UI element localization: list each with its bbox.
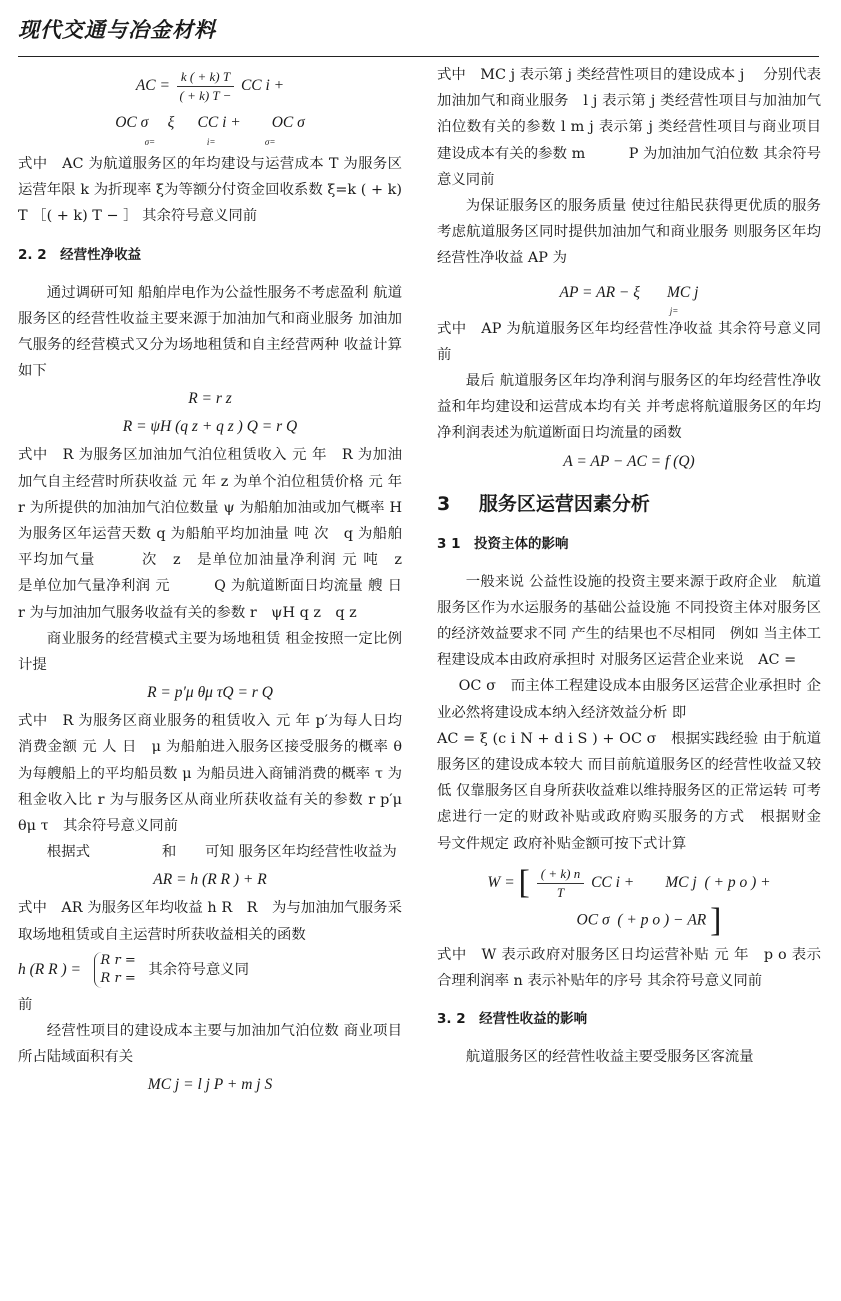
equation-ac-line2 — [18, 113, 402, 133]
eq-w-num: ( + k) n — [537, 865, 584, 884]
eq-ac-frac-num: k ( + k) T — [177, 68, 234, 87]
section-2-2-heading: 2. 2 经营性净收益 — [18, 246, 142, 263]
piecewise-function — [18, 952, 402, 988]
paragraph-w-definitions: 式中 W 表示政府对服务区日均运营补贴 元 年 p o 表示合理利润率 n 表示补贴年的序号 其余符号意义同前 — [437, 946, 821, 990]
section-3-number: 3 — [437, 492, 451, 515]
equation-ap-subs — [437, 306, 821, 316]
header-rule — [18, 56, 819, 57]
paragraph-mc-definitions: 式中 MC j 表示第 j 类经营性项目的建设成本 j 分别代表加油加气和商业服务 l j 表示第 j 类经营性项目与加油加气泊位数有关的参数 l m j 表示第 j 类经营性项目与商业项目建设成本有关的参数 m P 为加油加气泊位数 其余符号意义同前 — [437, 67, 821, 188]
section-3-title: 服务区运营因素分析 — [478, 492, 650, 515]
section-3-heading — [437, 489, 821, 519]
eq-ac-line2: OC σ ξ CC i + OC σ — [115, 114, 305, 131]
bracket-right: ] — [710, 901, 722, 939]
eq-ac-lhs: AC = — [135, 77, 170, 95]
paragraph-construction-cost: 经营性项目的建设成本主要与加油加气泊位数 商业项目所占陆域面积有关 — [18, 1023, 402, 1066]
piecewise-case-1: R r = — [100, 952, 136, 968]
eq-w-mid: CC i + MC j ( + p o ) + — [591, 873, 771, 891]
paragraph-service-quality: 为保证服务区的服务质量 使过往船民获得更优质的服务 考虑航道服务区同时提供加油加气和商业服务 则服务区年均经营性净收益 AP 为 — [437, 198, 821, 267]
equation-w — [437, 865, 821, 902]
piecewise-cases — [94, 952, 136, 988]
journal-title: 现代交通与冶金材料 — [18, 18, 216, 42]
eq-ap-sub: j= — [669, 305, 679, 316]
equation-mc: MC j = l j P + m j S — [147, 1076, 273, 1094]
equation-ac-subs — [18, 137, 402, 147]
paragraph-investment-2: OC σ 而主体工程建设成本由服务区运营企业承担时 企业必然将建设成本纳入经济效益分析 即 — [437, 678, 821, 721]
equation-w-line2 — [477, 901, 821, 939]
right-column — [437, 62, 836, 1070]
paragraph-commercial: 商业服务的经营模式主要为场地租赁 租金按照一定比例计提 — [18, 630, 402, 674]
eq-ac-tail: CC i + — [240, 77, 285, 95]
eq-ac-line2-subs: σ= i= σ= — [144, 137, 276, 147]
equation-a: A = AP − AC = f (Q) — [563, 452, 695, 470]
eq-ac-fraction — [177, 68, 234, 105]
bracket-left: [ — [518, 864, 530, 902]
paragraph-r-definitions: 式中 R 为服务区加油加气泊位租赁收入 元 年 R 为加油 加气自主经营时所获收益 元 年 z 为单个泊位租赁价格 元 年 r 为所提供的加油加气泊位数量 ψ 为船舶加油或加气概率 H 为服务区年运营天数 q 为船舶平均加油量 吨 次 q 为船舶平均加气量 次 z 是单位加油量净利润 元 吨 z 是单位加气量净利润 元 Q 为航道断面日均流量 艘 日 r 为与加油加气服务收益有关的参数 r ψH q z q z — [18, 447, 417, 621]
paragraph-ac-definitions: 式中 AC 为航道服务区的年均建设与运营成本 T 为服务区运营年限 k 为折现率 ξ为等额分付资金回收系数 ξ=k ( + k) T ［( + k) T − ］ 其余符号意义同前 — [18, 156, 402, 225]
eq-ap-text: AP = AR − ξ MC j — [559, 283, 699, 301]
section-3-2-heading: 3. 2 经营性收益的影响 — [437, 1011, 588, 1028]
paragraph-investment-3: AC = ξ (c i N + d i S ) + OC σ 根据实践经验 由于航道服务区的建设成本较大 而目前航道服务区的经营性收益又较低 仅靠服务区自身所获收益难以维持服务区的正常运转 可考虑进行一定的财政补贴或政府购买服务的方式 根据财金 号文件规定 政府补贴金额可按下式计算 — [437, 730, 836, 852]
paragraph-ar-end: 前 — [18, 996, 33, 1013]
equation-r3: R = p′μ θμ τQ = r Q — [147, 684, 273, 702]
eq-w-lhs: W = — [487, 873, 515, 891]
paragraph-investment: 一般来说 公益性设施的投资主要来源于政府企业 航道服务区作为水运服务的基础公益设施 不同投资主体对服务区的经济效益要求不同 产生的结果也不尽相同 例如 当主体工程建设成本由政府承担时 对服务区运营企业来说 AC = — [437, 573, 821, 669]
equation-ap — [437, 280, 821, 306]
paragraph-ar-definitions: 式中 AR 为服务区年均收益 h R R 为与加油加气服务采取场地租赁或自主运营时所获收益相关的函数 — [18, 900, 402, 943]
equation-ac — [18, 68, 402, 105]
paragraph-net-profit: 最后 航道服务区年均净利润与服务区的年均经营性净收益和年均建设和运营成本均有关 并考虑将航道服务区的年均净利润表述为航道断面日均流量的函数 — [437, 373, 821, 442]
paragraph-operating-revenue: 航道服务区的经营性收益主要受服务区客流量 — [465, 1049, 754, 1066]
paragraph-ap-definitions: 式中 AP 为航道服务区年均经营性净收益 其余符号意义同前 — [437, 320, 821, 363]
eq-w-fraction — [537, 865, 584, 902]
section-3-1-heading: 3 1 投资主体的影响 — [437, 535, 569, 552]
piecewise-case-2: R r = — [100, 970, 136, 986]
left-column — [18, 62, 417, 1100]
paragraph-revenue-intro: 通过调研可知 船舶岸电作为公益性服务不考虑盈利 航道服务区的经营性收益主要来源于加油加气和商业服务 加油加气服务的经营模式又分为场地租赁和自主经营两种 收益计算如下 — [18, 284, 402, 380]
equation-ar: AR = h (R R ) + R — [153, 871, 267, 889]
eq-w-den: T — [556, 884, 565, 900]
equation-r2: R = ψH (q z + q z ) Q = r Q — [122, 418, 298, 436]
paragraph-ar-intro: 根据式 和 可知 服务区年均经营性收益为 — [46, 844, 397, 861]
piecewise-tail: 其余符号意义同 — [148, 961, 250, 978]
equation-r1: R = r z — [188, 390, 232, 408]
piecewise-lhs: h (R R ) = — [18, 960, 81, 978]
eq-w-line2: OC σ ( + p o ) − AR — [576, 911, 707, 929]
paragraph-r3-definitions: 式中 R 为服务区商业服务的租赁收入 元 年 p′为每人日均消费金额 元 人 日 μ 为船舶进入服务区接受服务的概率 θ 为每艘船上的平均船员数 μ 为船员进入商铺消费的概率 τ 为租金收入比 r 为与服务区从商业所获收益有关的参数 r p′μ θμ τ 其余符号意义同前 — [18, 713, 402, 835]
eq-ac-frac-den: ( + k) T − — [179, 88, 232, 103]
